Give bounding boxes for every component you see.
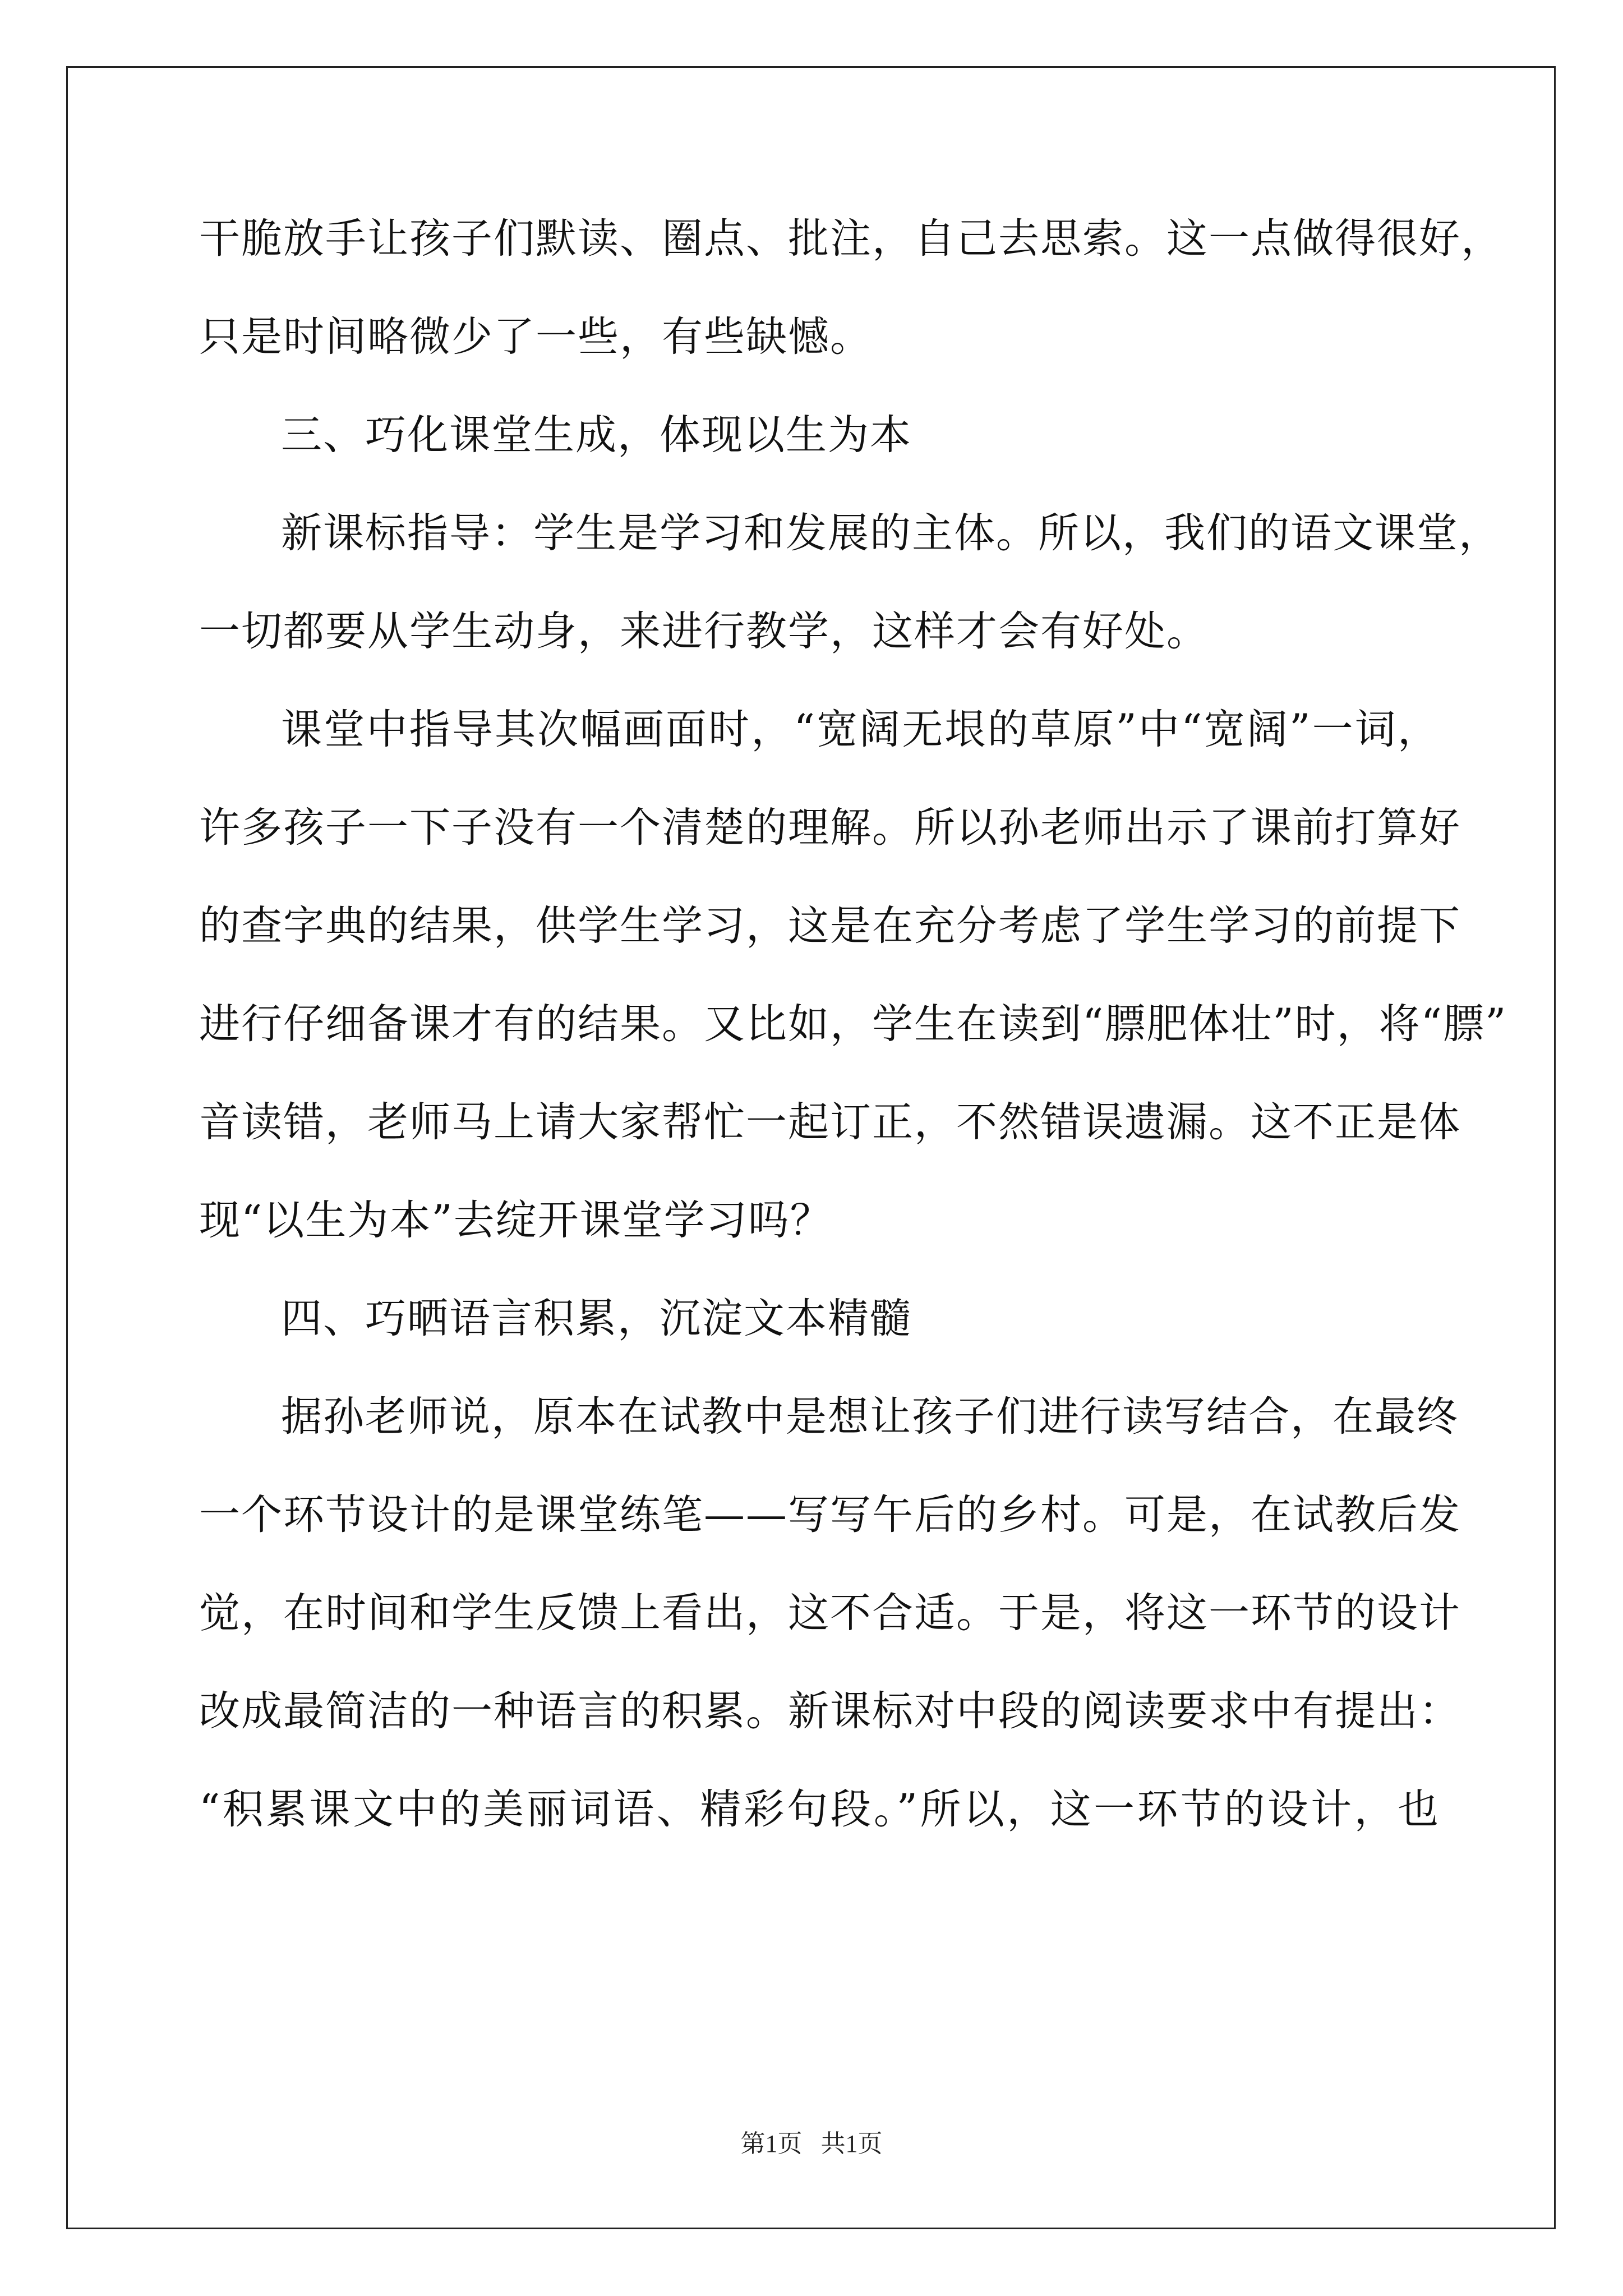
paragraph-first-line: 新课标指导：学生是学习和发展的主体。所以，我们的语文课堂， — [281, 509, 1501, 557]
paragraph-first-line: 课堂中指导其次幅画面时，“宽阔无垠的草原”中“宽阔”一词， — [281, 706, 1440, 753]
body-text-line: “积累课文中的美丽词语、精彩句段。”所以，这一环节的设计，也 — [199, 1786, 1440, 1833]
body-text-line: 一个环节设计的是课堂练笔——写写午后的乡村。可是，在试教后发 — [199, 1491, 1461, 1539]
body-text-line: 的查字典的结果，供学生学习，这是在充分考虑了学生学习的前提下 — [199, 902, 1461, 950]
body-text-line: 觉，在时间和学生反馈上看出，这不合适。于是，将这一环节的设计 — [199, 1589, 1461, 1637]
body-text-line: 一切都要从学生动身，来进行教学，这样才会有好处。 — [199, 608, 1209, 655]
body-text-line: 音读错，老师马上请大家帮忙一起订正，不然错误遗漏。这不正是体 — [199, 1098, 1461, 1146]
body-text-line: 改成最简洁的一种语言的积累。新课标对中段的阅读要求中有提出： — [199, 1687, 1461, 1735]
body-text-line: 进行仔细备课才有的结果。又比如，学生在读到“膘肥体壮”时，将“膘” — [199, 1000, 1507, 1048]
document-body — [199, 190, 1507, 1858]
section-heading: 三、巧化课堂生成，体现以生为本 — [281, 411, 912, 459]
section-heading: 四、巧晒语言积累，沉淀文本精髓 — [281, 1295, 912, 1342]
body-text-line: 现“以生为本”去绽开课堂学习吗？ — [199, 1197, 832, 1244]
body-text-line: 干脆放手让孩子们默读、圈点、批注，自己去思索。这一点做得很好， — [199, 215, 1503, 263]
paragraph-first-line: 据孙老师说，原本在试教中是想让孩子们进行读写结合，在最终 — [281, 1393, 1459, 1441]
page-footer: 第1页 共1页 — [740, 2130, 883, 2157]
body-text-line: 许多孩子一下子没有一个清楚的理解。所以孙老师出示了课前打算好 — [199, 804, 1461, 852]
body-text-line: 只是时间略微少了一些，有些缺憾。 — [199, 313, 872, 361]
